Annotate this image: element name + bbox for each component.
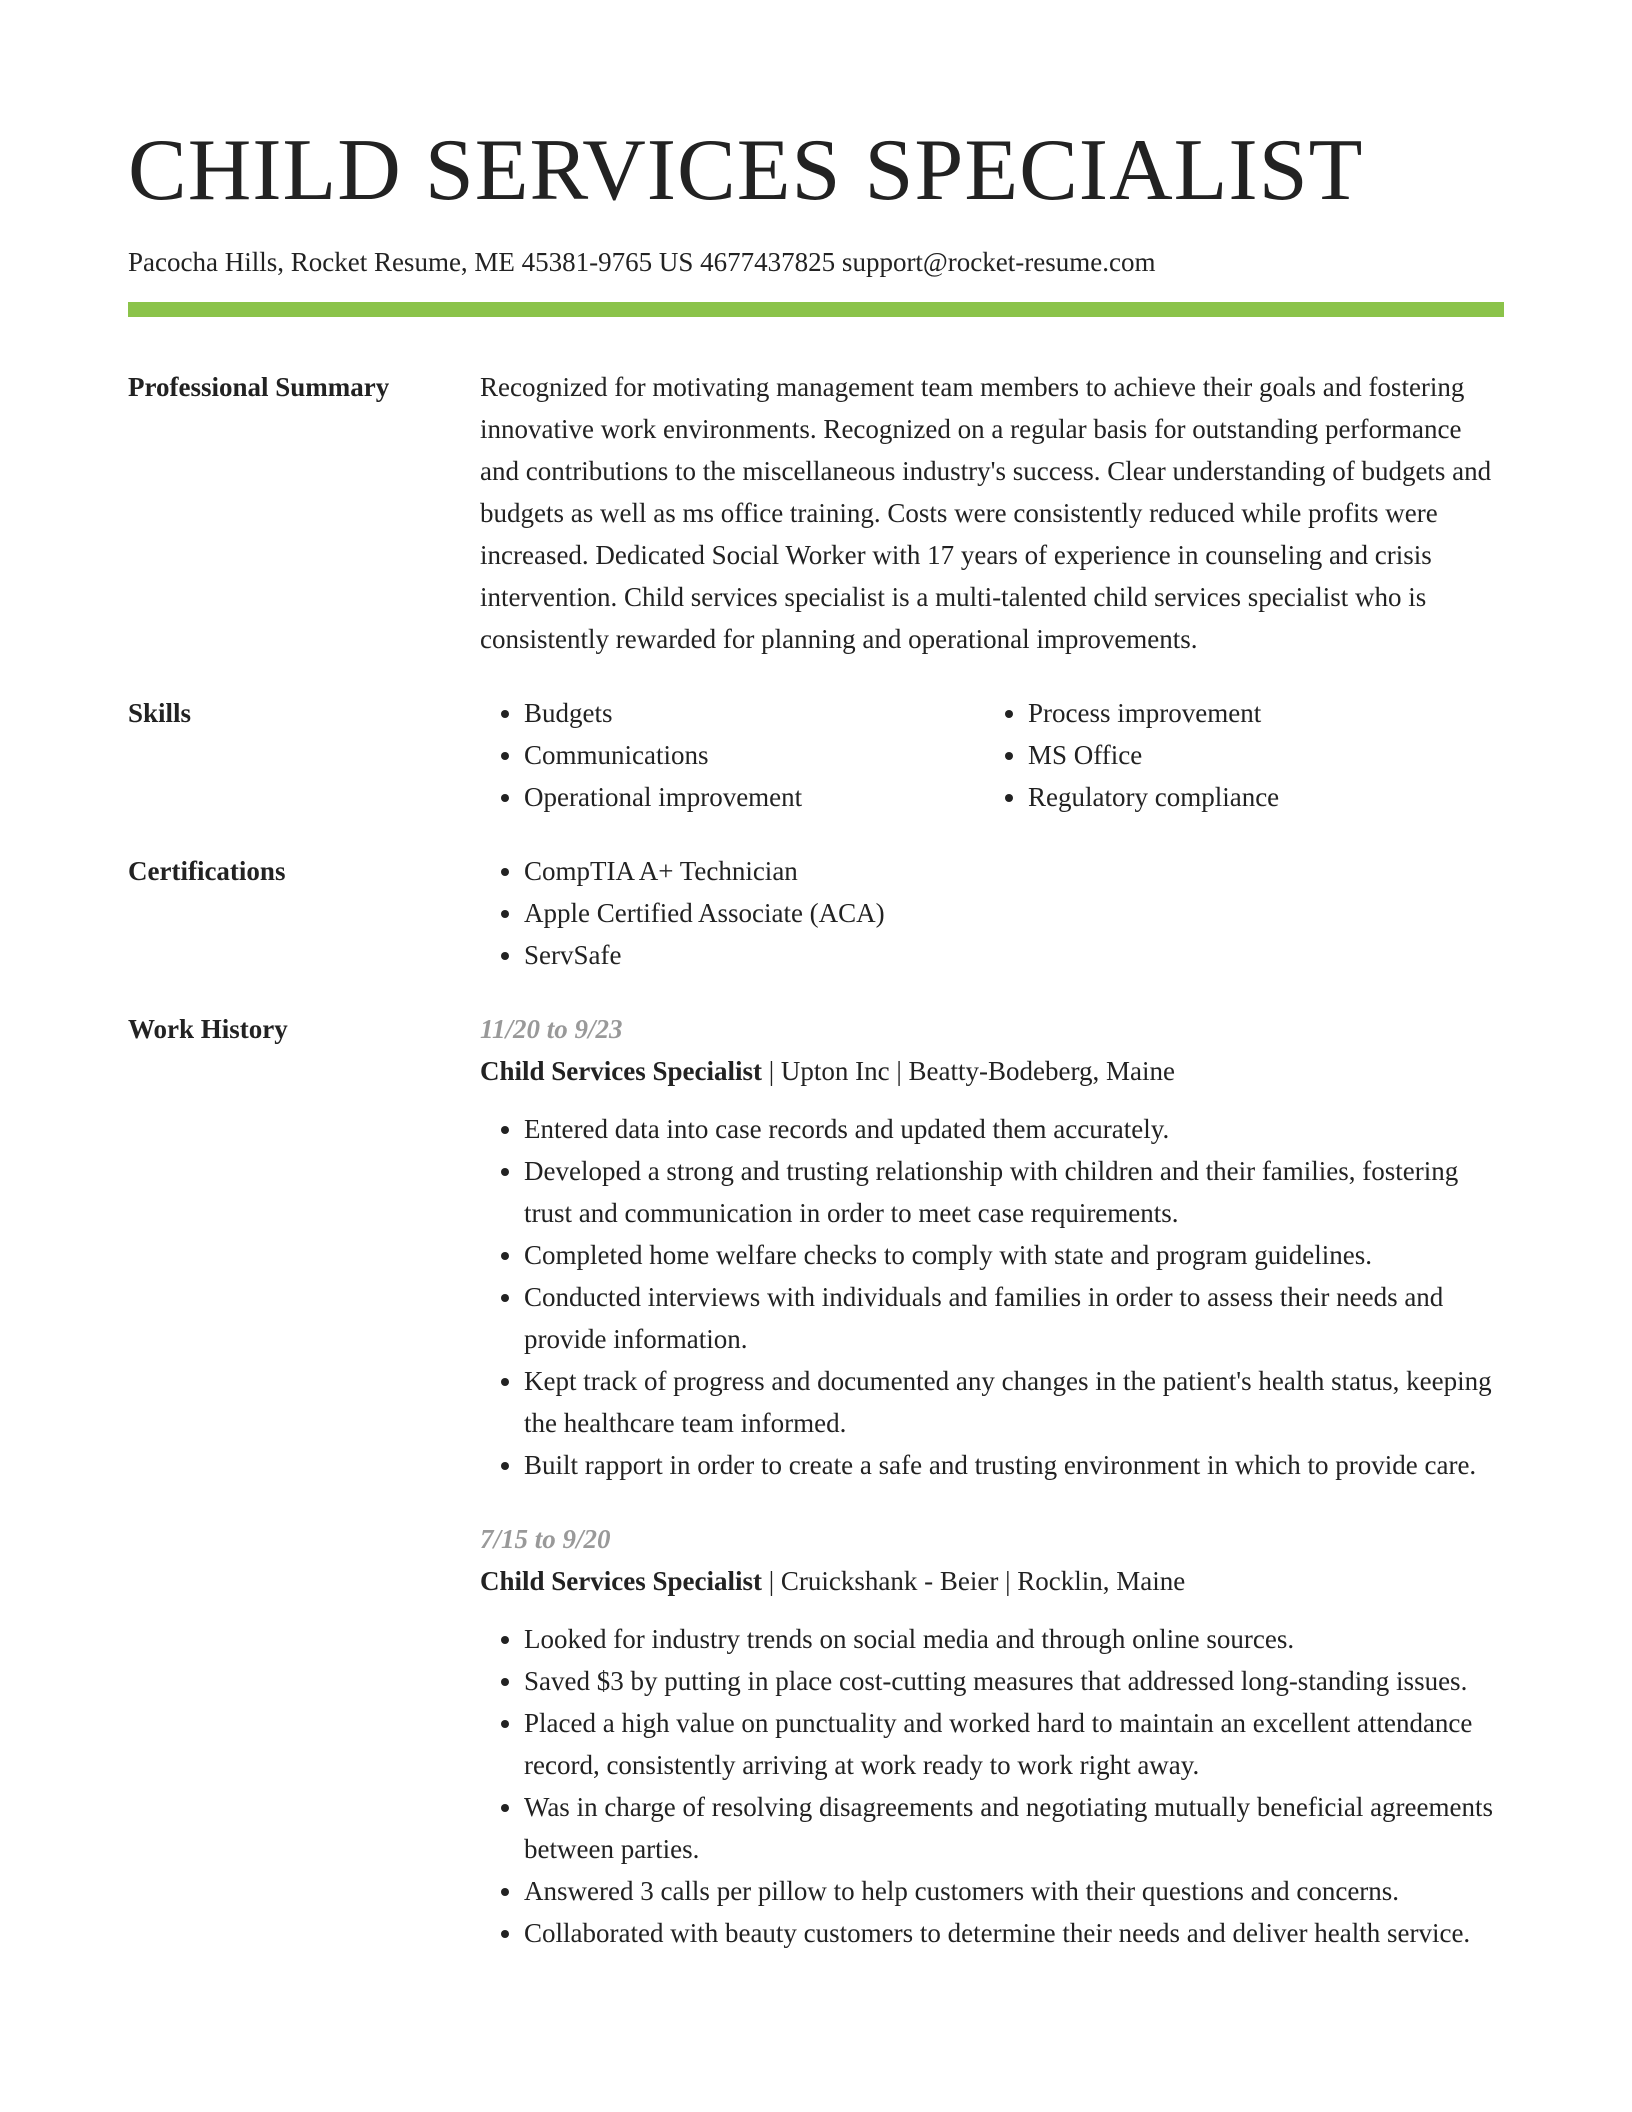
skill-item: • Operational improvement (524, 776, 984, 818)
certification-item: • CompTIA A+ Technician (524, 850, 1504, 892)
job-dates: 7/15 to 9/20 (480, 1524, 611, 1554)
job-title: Child Services Specialist (480, 1056, 762, 1086)
job-heading (480, 1560, 1504, 1602)
skill-item: • Regulatory compliance (1028, 776, 1488, 818)
skills-section (128, 692, 1504, 818)
skill-item: • Communications (524, 734, 984, 776)
skill-item: • MS Office (1028, 734, 1488, 776)
skill-item: • Process improvement (1028, 692, 1488, 734)
summary-heading: Professional Summary (128, 372, 390, 402)
job-bullet: • Built rapport in order to create a safe and trusting environment in which to provide care. (524, 1444, 1504, 1486)
job-bullet: • Looked for industry trends on social media and through online sources. (524, 1618, 1504, 1660)
resume-name: CHILD SERVICES SPECIALIST (128, 122, 1364, 219)
job-entry (480, 1518, 1504, 1954)
job-employer-location: | Upton Inc | Beatty-Bodeberg, Maine (762, 1056, 1175, 1086)
job-heading (480, 1050, 1504, 1092)
skills-list-right (984, 692, 1488, 818)
skills-grid (480, 692, 1504, 818)
summary-section (128, 366, 1504, 660)
job-bullet: • Answered 3 calls per pillow to help customers with their questions and concerns. (524, 1870, 1504, 1912)
work-history-section (128, 1008, 1504, 1954)
summary-text: Recognized for motivating management team members to achieve their goals and fostering innovative work environments. Recognized on a regular basis for outstanding performance and contributions to the miscellaneous industry's success. Clear understanding of budgets and budgets as well as ms office training. Costs were consistently reduced while profits were increased. Dedicated Social Worker with 17 years of experience in counseling and crisis intervention. Child services specialist is a multi-talented child services specialist who is consistently rewarded for planning and operational improvements. (480, 372, 1492, 654)
certification-item: • Apple Certified Associate (ACA) (524, 892, 1504, 934)
job-bullet: • Saved $3 by putting in place cost-cutting measures that addressed long-standing issues. (524, 1660, 1504, 1702)
skills-list-left (480, 692, 984, 818)
certification-item: • ServSafe (524, 934, 1504, 976)
job-bullets (480, 1108, 1504, 1486)
job-bullet: • Developed a strong and trusting relationship with children and their families, fostering trust and communication in order to meet case requirements. (524, 1150, 1504, 1234)
job-bullets (480, 1618, 1504, 1954)
work-history-heading: Work History (128, 1014, 288, 1044)
certifications-list (480, 850, 1504, 976)
certifications-heading: Certifications (128, 856, 286, 886)
job-dates: 11/20 to 9/23 (480, 1014, 623, 1044)
resume-page (128, 0, 1504, 1954)
job-bullet: • Conducted interviews with individuals and families in order to assess their needs and provide information. (524, 1276, 1504, 1360)
job-bullet: • Completed home welfare checks to comply with state and program guidelines. (524, 1234, 1504, 1276)
contact-line: Pacocha Hills, Rocket Resume, ME 45381-9765 US 4677437825 support@rocket-resume.com (128, 247, 1156, 277)
job-employer-location: | Cruickshank - Beier | Rocklin, Maine (762, 1566, 1186, 1596)
job-bullet: • Collaborated with beauty customers to determine their needs and deliver health service. (524, 1912, 1504, 1954)
skill-item: • Budgets (524, 692, 984, 734)
certifications-section (128, 850, 1504, 976)
job-entry (480, 1008, 1504, 1486)
job-bullet: • Kept track of progress and documented any changes in the patient's health status, keeping the healthcare team informed. (524, 1360, 1504, 1444)
job-bullet: • Placed a high value on punctuality and worked hard to maintain an excellent attendance record, consistently arriving at work ready to work right away. (524, 1702, 1504, 1786)
skills-heading: Skills (128, 698, 192, 728)
job-bullet: • Entered data into case records and updated them accurately. (524, 1108, 1504, 1150)
accent-divider (128, 302, 1504, 317)
job-title: Child Services Specialist (480, 1566, 762, 1596)
job-bullet: • Was in charge of resolving disagreements and negotiating mutually beneficial agreements between parties. (524, 1786, 1504, 1870)
